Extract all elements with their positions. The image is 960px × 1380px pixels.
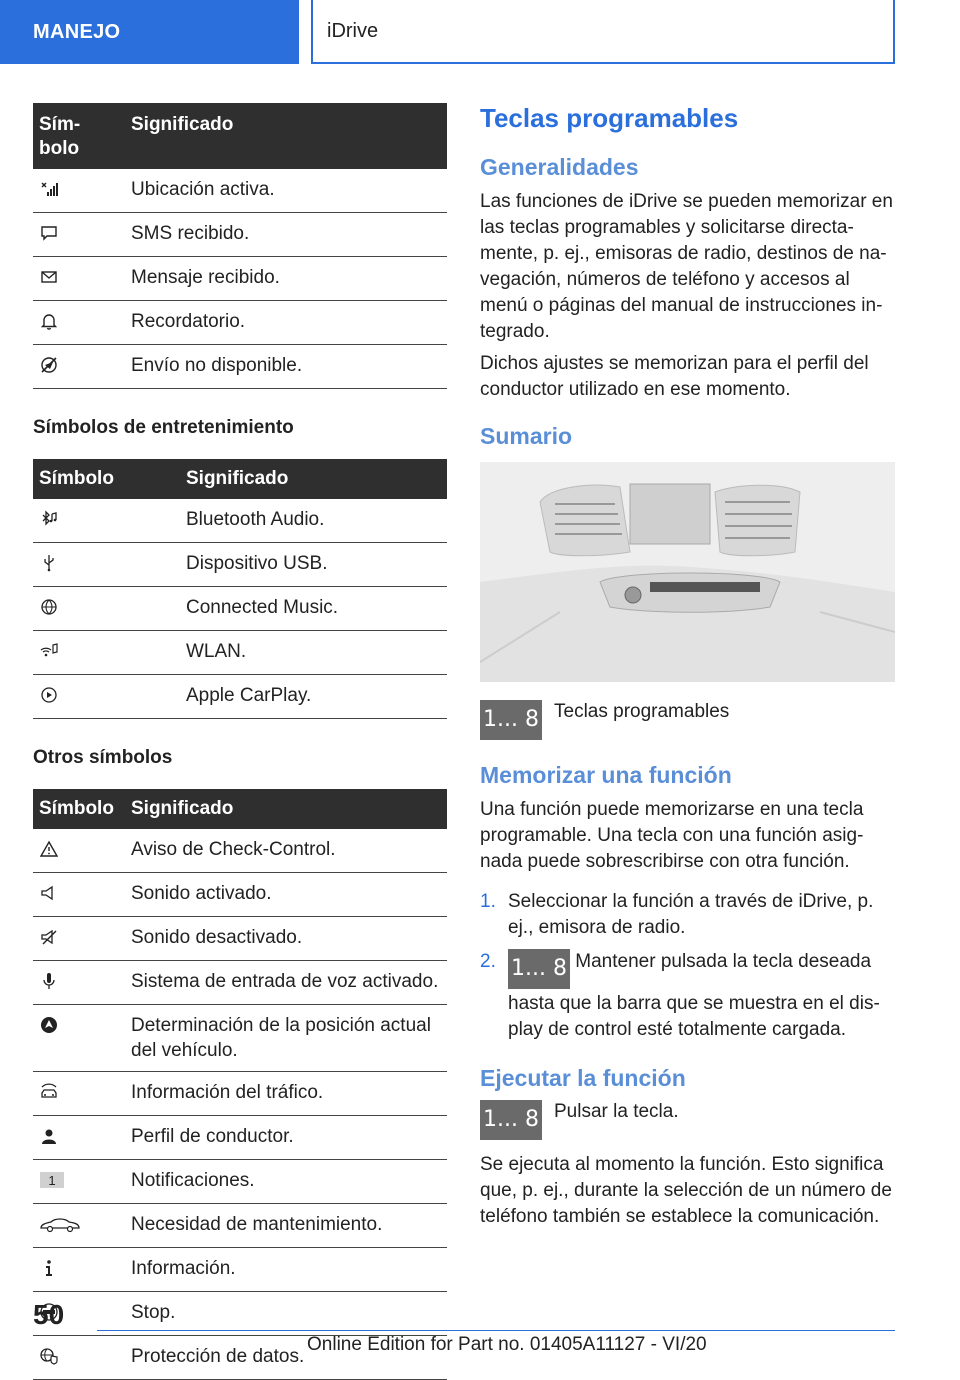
other-symbols-title: Otros símbolos	[33, 747, 173, 768]
chapter-tab: iDrive	[311, 0, 895, 64]
table-row	[33, 873, 447, 917]
programmable-keys-icon: 1... 8	[480, 700, 542, 740]
page-number: 50	[33, 1299, 65, 1330]
steps-list	[480, 889, 895, 1043]
row-text: Dispositivo USB.	[180, 543, 447, 587]
connected-music-icon	[39, 597, 59, 617]
usb-icon	[39, 553, 59, 573]
service-car-icon	[39, 1214, 81, 1234]
footer-divider	[97, 1330, 895, 1331]
row-text: Sistema de entrada de voz activado.	[125, 961, 447, 1005]
table-row	[33, 1248, 447, 1292]
speaker-icon	[39, 883, 59, 903]
row-text: Recordatorio.	[125, 301, 447, 345]
row-text: Información del tráfico.	[125, 1072, 447, 1116]
driver-profile-icon	[39, 1126, 59, 1146]
programmable-keys-icon: 1... 8	[508, 949, 570, 989]
table-row	[33, 1160, 447, 1204]
carplay-icon	[39, 685, 59, 705]
speaker-muted-icon	[39, 927, 59, 947]
table-row	[33, 631, 447, 675]
programmable-keys-icon: 1... 8	[480, 1100, 542, 1140]
row-text: Perfil de conductor.	[125, 1116, 447, 1160]
list-item	[480, 889, 895, 941]
row-text: Determinación de la posición actual del vehículo.	[125, 1005, 447, 1072]
table-row	[33, 675, 447, 719]
row-text: Información.	[125, 1248, 447, 1292]
envelope-icon	[39, 267, 59, 287]
row-text: Apple CarPlay.	[180, 675, 447, 719]
table-head-symbol: Símbolo	[33, 789, 125, 829]
table-row	[33, 213, 447, 257]
row-text: Protección de datos.	[125, 1336, 447, 1380]
other-symbols-table	[33, 789, 447, 1380]
execute-heading: Ejecutar la función	[480, 1065, 686, 1091]
table-row	[33, 1204, 447, 1248]
table-head-meaning: Significado	[125, 789, 447, 829]
table-row	[33, 257, 447, 301]
memorize-heading: Memorizar una función	[480, 762, 732, 788]
signal-location-icon	[39, 179, 59, 199]
section-tab: MANEJO	[0, 0, 299, 64]
row-text: Envío no disponible.	[125, 345, 447, 389]
table-head-symbol: Símbolo	[33, 459, 180, 499]
step-number: 1.	[480, 891, 496, 912]
row-text: Stop.	[125, 1292, 447, 1336]
step-text: Mantener pulsada la tecla deseada hasta que la barra que se muestra en el dis-play de control esté totalmente cargada.	[508, 951, 880, 1040]
row-text: Sonido activado.	[125, 873, 447, 917]
row-text: Bluetooth Audio.	[180, 499, 447, 543]
execute-legend-row	[480, 1100, 895, 1140]
table-row	[33, 499, 447, 543]
row-text: Aviso de Check-Control.	[125, 829, 447, 873]
edition-note: Online Edition for Part no. 01405A11127 - VI/20	[307, 1334, 707, 1355]
bluetooth-audio-icon	[39, 509, 59, 529]
row-text: Notificaciones.	[125, 1160, 447, 1204]
table-head-meaning: Significado	[180, 459, 447, 499]
table-row	[33, 1116, 447, 1160]
data-protection-icon	[39, 1346, 59, 1366]
step-number: 2.	[480, 951, 496, 972]
table-row	[33, 1072, 447, 1116]
row-text: WLAN.	[180, 631, 447, 675]
table-row	[33, 1292, 447, 1336]
entertainment-title: Símbolos de entretenimiento	[33, 417, 294, 438]
memorize-paragraph: Una función puede memorizarse en una tecla programable. Una tecla con una función asig-nada puede sobrescribirse con otra función.	[480, 799, 864, 872]
notification-badge-number: 1	[48, 1173, 56, 1188]
legend-row	[480, 700, 895, 740]
list-item	[480, 949, 895, 1043]
table-row	[33, 829, 447, 873]
summary-heading: Sumario	[480, 423, 573, 449]
table-head-symbol: Sím- bolo	[33, 103, 125, 169]
bell-icon	[39, 311, 59, 331]
table-row	[33, 345, 447, 389]
table-row	[33, 301, 447, 345]
entertainment-table	[33, 459, 447, 719]
table-row	[33, 169, 447, 213]
legend-text: Teclas programables	[554, 701, 730, 722]
wlan-music-icon	[39, 641, 59, 661]
dashboard-photo	[480, 462, 895, 682]
row-text: SMS recibido.	[125, 213, 447, 257]
row-text: Mensaje recibido.	[125, 257, 447, 301]
row-text: Ubicación activa.	[125, 169, 447, 213]
general-heading: Generalidades	[480, 154, 639, 180]
section-heading: Teclas programables	[480, 103, 739, 133]
left-column	[33, 103, 447, 1380]
info-icon	[39, 1258, 59, 1278]
general-paragraph-1: Las funciones de iDrive se pueden memorizar en las teclas programables y solicitarse directa-mente, p. ej., emisoras de radio, destinos de na-vegación, números de teléfono y accesos al menú o páginas del manual de instrucciones in-tegrado.	[480, 191, 893, 342]
right-column	[480, 103, 895, 1236]
traffic-icon	[39, 1082, 59, 1102]
position-icon	[39, 1015, 59, 1035]
warning-triangle-icon	[39, 839, 59, 859]
table-row	[33, 587, 447, 631]
table-row	[33, 961, 447, 1005]
general-paragraph-2: Dichos ajustes se memorizan para el perfil del conductor utilizado en ese momento.	[480, 353, 869, 400]
execute-legend-text: Pulsar la tecla.	[554, 1101, 679, 1122]
execute-paragraph: Se ejecuta al momento la función. Esto significa que, p. ej., durante la selección de un número de teléfono también se establece la comunicación.	[480, 1154, 892, 1227]
table-head-meaning: Significado	[125, 103, 447, 169]
table-row	[33, 917, 447, 961]
status-symbols-table	[33, 103, 447, 389]
send-unavailable-icon	[39, 355, 59, 375]
table-row	[33, 543, 447, 587]
sms-bubble-icon	[39, 223, 59, 243]
table-row	[33, 1005, 447, 1072]
notification-badge-icon	[39, 1170, 65, 1190]
step-text: Seleccionar la función a través de iDrive, p. ej., emisora de radio.	[508, 891, 874, 938]
row-text: Connected Music.	[180, 587, 447, 631]
microphone-icon	[39, 971, 59, 991]
row-text: Sonido desactivado.	[125, 917, 447, 961]
row-text: Necesidad de mantenimiento.	[125, 1204, 447, 1248]
